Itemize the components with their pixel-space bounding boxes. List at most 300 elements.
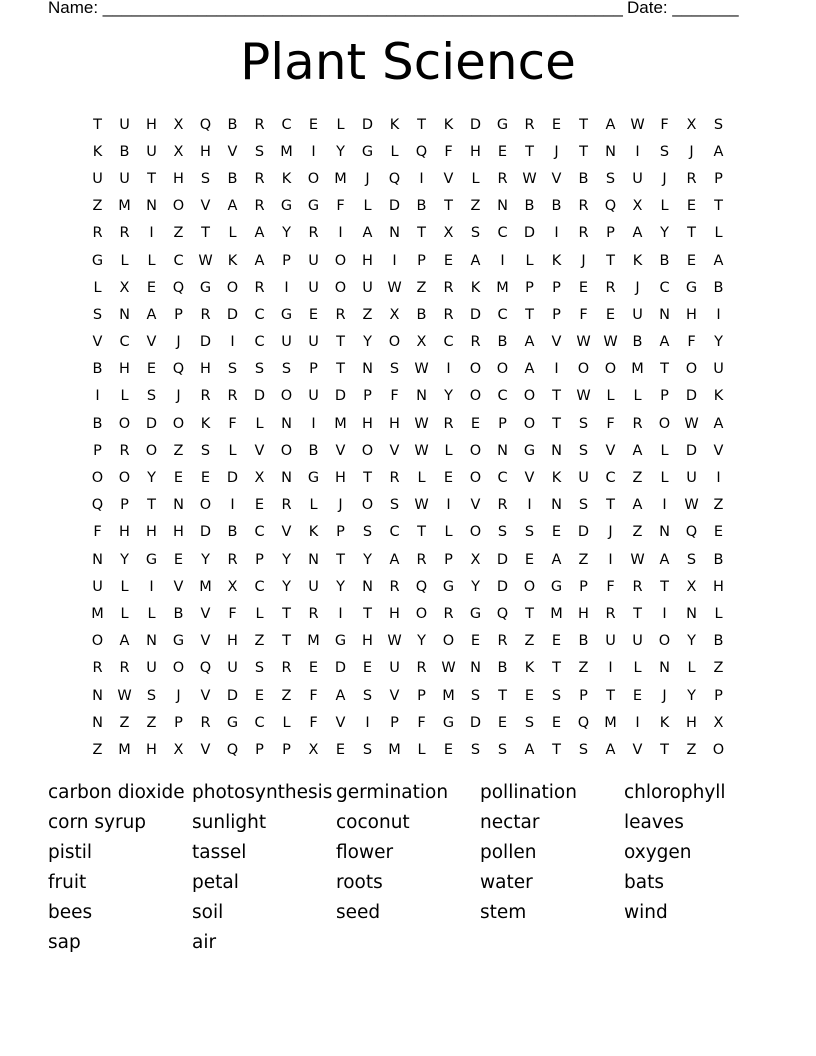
grid-letter: W bbox=[198, 252, 213, 269]
grid-letter: L bbox=[714, 225, 723, 242]
grid-letter: O bbox=[442, 633, 455, 650]
word-bank-item: air bbox=[192, 932, 217, 953]
grid-letter: S bbox=[551, 687, 562, 704]
grid-letter: C bbox=[254, 334, 265, 351]
grid-letter: O bbox=[172, 415, 185, 432]
grid-letter: O bbox=[118, 415, 131, 432]
grid-letter: J bbox=[608, 524, 613, 541]
grid-letter: D bbox=[226, 306, 239, 323]
grid-letter: A bbox=[227, 198, 238, 215]
grid-letter: Y bbox=[282, 551, 291, 568]
grid-letter: X bbox=[173, 741, 184, 758]
grid-letter: R bbox=[119, 660, 130, 677]
grid-letter: Z bbox=[173, 442, 184, 459]
grid-letter: W bbox=[117, 687, 132, 704]
grid-letter: S bbox=[578, 497, 589, 514]
grid-letter: P bbox=[120, 497, 129, 514]
grid-letter: X bbox=[389, 306, 400, 323]
grid-letter: D bbox=[334, 388, 347, 405]
grid-letter: V bbox=[281, 524, 292, 541]
grid-letter: R bbox=[92, 225, 103, 242]
grid-letter: G bbox=[280, 198, 293, 215]
grid-letter: T bbox=[552, 660, 561, 677]
word-bank-item: nectar bbox=[480, 812, 540, 833]
word-bank-item: pistil bbox=[48, 842, 93, 863]
grid-letter: N bbox=[497, 198, 508, 215]
grid-letter: Y bbox=[417, 633, 426, 650]
grid-letter: Z bbox=[632, 524, 643, 541]
grid-letter: Q bbox=[199, 116, 212, 133]
page-title: Plant Science bbox=[240, 33, 576, 91]
grid-letter: B bbox=[578, 633, 589, 650]
grid-letter: E bbox=[362, 660, 373, 677]
grid-letter: S bbox=[497, 741, 508, 758]
grid-letter: E bbox=[173, 551, 184, 568]
grid-letter: B bbox=[92, 361, 103, 378]
grid-letter: V bbox=[146, 334, 157, 351]
grid-letter: W bbox=[414, 442, 429, 459]
grid-letter: P bbox=[174, 714, 183, 731]
grid-letter: Y bbox=[336, 578, 345, 595]
grid-letter: P bbox=[336, 524, 345, 541]
grid-letter: N bbox=[362, 578, 373, 595]
grid-letter: C bbox=[254, 306, 265, 323]
grid-letter: P bbox=[93, 442, 102, 459]
grid-letter: D bbox=[685, 388, 698, 405]
grid-letter: T bbox=[714, 198, 723, 215]
grid-letter: Q bbox=[172, 279, 185, 296]
grid-letter: O bbox=[172, 198, 185, 215]
word-bank-item: leaves bbox=[624, 812, 684, 833]
grid-letter: O bbox=[361, 497, 374, 514]
grid-row bbox=[84, 628, 734, 655]
grid-letter: L bbox=[390, 143, 399, 160]
grid-letter: E bbox=[497, 143, 508, 160]
grid-letter: D bbox=[226, 687, 239, 704]
grid-letter: L bbox=[120, 605, 129, 622]
grid-letter: Y bbox=[363, 551, 372, 568]
word-bank-item: seed bbox=[336, 902, 381, 923]
grid-letter: S bbox=[524, 714, 535, 731]
grid-letter: B bbox=[308, 442, 319, 459]
grid-letter: T bbox=[201, 225, 210, 242]
grid-letter: V bbox=[443, 170, 454, 187]
grid-letter: G bbox=[334, 633, 347, 650]
grid-letter: E bbox=[551, 116, 562, 133]
word-bank-item: stem bbox=[480, 902, 527, 923]
grid-letter: O bbox=[118, 470, 131, 487]
grid-letter: C bbox=[659, 279, 670, 296]
word-bank-item: bees bbox=[48, 902, 93, 923]
grid-letter: N bbox=[173, 497, 184, 514]
grid-letter: Y bbox=[471, 578, 480, 595]
grid-letter: I bbox=[311, 143, 316, 160]
grid-row bbox=[84, 111, 734, 138]
grid-letter: L bbox=[471, 170, 480, 187]
grid-letter: P bbox=[552, 279, 561, 296]
grid-letter: E bbox=[146, 361, 157, 378]
word-bank-item: petal bbox=[192, 872, 239, 893]
grid-letter: K bbox=[470, 279, 481, 296]
grid-letter: G bbox=[307, 198, 320, 215]
grid-letter: E bbox=[605, 306, 616, 323]
grid-letter: O bbox=[469, 524, 482, 541]
grid-letter: E bbox=[524, 551, 535, 568]
grid-letter: M bbox=[118, 741, 131, 758]
grid-letter: O bbox=[307, 170, 320, 187]
grid-letter: U bbox=[308, 334, 319, 351]
grid-letter: E bbox=[254, 687, 265, 704]
grid-letter: U bbox=[632, 306, 643, 323]
grid-letter: U bbox=[632, 170, 643, 187]
grid-letter: H bbox=[470, 143, 481, 160]
grid-letter: E bbox=[443, 741, 454, 758]
grid-letter: C bbox=[254, 714, 265, 731]
grid-letter: R bbox=[497, 497, 508, 514]
grid-letter: N bbox=[281, 415, 292, 432]
grid-letter: E bbox=[524, 687, 535, 704]
grid-letter: M bbox=[118, 198, 131, 215]
grid-letter: X bbox=[173, 116, 184, 133]
grid-letter: P bbox=[579, 687, 588, 704]
grid-row bbox=[84, 546, 734, 573]
grid-letter: I bbox=[230, 497, 235, 514]
grid-letter: M bbox=[550, 605, 563, 622]
grid-letter: M bbox=[496, 279, 509, 296]
grid-letter: C bbox=[254, 578, 265, 595]
grid-letter: S bbox=[470, 687, 481, 704]
grid-letter: O bbox=[658, 633, 671, 650]
grid-letter: W bbox=[684, 415, 699, 432]
grid-letter: B bbox=[497, 660, 508, 677]
grid-letter: O bbox=[469, 442, 482, 459]
grid-letter: P bbox=[579, 578, 588, 595]
grid-letter: I bbox=[284, 279, 289, 296]
grid-letter: P bbox=[417, 687, 426, 704]
grid-row bbox=[84, 410, 734, 437]
word-bank-item: chlorophyll bbox=[624, 782, 726, 803]
grid-letter: R bbox=[443, 605, 454, 622]
grid-letter: O bbox=[469, 388, 482, 405]
grid-letter: Q bbox=[604, 198, 617, 215]
grid-letter: Q bbox=[415, 578, 428, 595]
word-bank-item: pollination bbox=[480, 782, 577, 803]
grid-letter: E bbox=[173, 470, 184, 487]
grid-letter: W bbox=[414, 497, 429, 514]
grid-letter: D bbox=[388, 198, 401, 215]
grid-letter: Q bbox=[91, 497, 104, 514]
grid-letter: N bbox=[389, 225, 400, 242]
grid-letter: N bbox=[92, 714, 103, 731]
grid-letter: C bbox=[497, 306, 508, 323]
grid-letter: K bbox=[92, 143, 103, 160]
grid-letter: F bbox=[606, 415, 615, 432]
grid-letter: H bbox=[173, 524, 184, 541]
grid-letter: Q bbox=[496, 605, 509, 622]
grid-letter: E bbox=[686, 252, 697, 269]
grid-letter: S bbox=[362, 524, 373, 541]
grid-letter: A bbox=[713, 143, 724, 160]
grid-letter: N bbox=[659, 660, 670, 677]
grid-letter: B bbox=[524, 198, 535, 215]
grid-letter: M bbox=[334, 170, 347, 187]
grid-letter: E bbox=[308, 660, 319, 677]
grid-letter: W bbox=[684, 497, 699, 514]
grid-letter: U bbox=[578, 470, 589, 487]
grid-letter: V bbox=[632, 741, 643, 758]
grid-letter: H bbox=[200, 143, 211, 160]
grid-letter: F bbox=[417, 714, 426, 731]
grid-letter: D bbox=[469, 116, 482, 133]
grid-letter: O bbox=[361, 442, 374, 459]
grid-letter: Z bbox=[416, 279, 427, 296]
grid-letter: B bbox=[497, 334, 508, 351]
grid-letter: N bbox=[281, 470, 292, 487]
grid-letter: G bbox=[226, 714, 239, 731]
grid-letter: I bbox=[527, 497, 532, 514]
grid-letter: J bbox=[176, 388, 181, 405]
grid-letter: F bbox=[687, 334, 696, 351]
grid-letter: G bbox=[172, 633, 185, 650]
grid-letter: R bbox=[632, 415, 643, 432]
grid-row bbox=[84, 383, 734, 410]
grid-letter: A bbox=[254, 225, 265, 242]
grid-letter: T bbox=[525, 306, 534, 323]
grid-letter: I bbox=[365, 714, 370, 731]
grid-letter: N bbox=[551, 497, 562, 514]
grid-letter: O bbox=[199, 497, 212, 514]
grid-letter: A bbox=[551, 551, 562, 568]
grid-letter: U bbox=[308, 388, 319, 405]
grid-letter: L bbox=[525, 252, 534, 269]
grid-letter: S bbox=[686, 551, 697, 568]
grid-letter: P bbox=[390, 714, 399, 731]
grid-letter: S bbox=[470, 225, 481, 242]
grid-letter: Z bbox=[254, 633, 265, 650]
grid-letter: I bbox=[446, 497, 451, 514]
grid-letter: S bbox=[254, 143, 265, 160]
grid-letter: Z bbox=[362, 306, 373, 323]
grid-letter: H bbox=[146, 524, 157, 541]
grid-letter: L bbox=[633, 660, 642, 677]
grid-letter: M bbox=[91, 605, 104, 622]
grid-letter: P bbox=[714, 687, 723, 704]
grid-letter: X bbox=[686, 578, 697, 595]
grid-letter: Q bbox=[577, 714, 590, 731]
grid-letter: W bbox=[387, 633, 402, 650]
grid-letter: W bbox=[414, 415, 429, 432]
grid-letter: J bbox=[338, 497, 343, 514]
grid-letter: H bbox=[389, 415, 400, 432]
grid-letter: O bbox=[523, 578, 536, 595]
grid-letter: W bbox=[522, 170, 537, 187]
grid-letter: B bbox=[227, 524, 238, 541]
grid-letter: T bbox=[282, 633, 291, 650]
grid-letter: U bbox=[686, 470, 697, 487]
grid-letter: U bbox=[146, 660, 157, 677]
grid-letter: I bbox=[149, 578, 154, 595]
word-bank-item: flower bbox=[336, 842, 394, 863]
grid-letter: N bbox=[119, 306, 130, 323]
grid-letter: S bbox=[578, 442, 589, 459]
grid-letter: R bbox=[281, 497, 292, 514]
grid-letter: D bbox=[469, 306, 482, 323]
word-bank-item: roots bbox=[336, 872, 383, 893]
grid-letter: L bbox=[363, 198, 372, 215]
grid-row bbox=[84, 464, 734, 491]
grid-letter: F bbox=[309, 687, 318, 704]
grid-letter: R bbox=[227, 388, 238, 405]
grid-letter: C bbox=[389, 524, 400, 541]
grid-letter: K bbox=[659, 714, 670, 731]
grid-letter: L bbox=[120, 388, 129, 405]
grid-letter: X bbox=[416, 334, 427, 351]
grid-letter: J bbox=[554, 143, 559, 160]
grid-row bbox=[84, 301, 734, 328]
grid-letter: B bbox=[92, 415, 103, 432]
grid-letter: O bbox=[172, 660, 185, 677]
grid-letter: B bbox=[659, 252, 670, 269]
grid-letter: I bbox=[95, 388, 100, 405]
grid-row bbox=[84, 437, 734, 464]
grid-letter: G bbox=[361, 143, 374, 160]
grid-letter: U bbox=[713, 361, 724, 378]
grid-letter: P bbox=[660, 388, 669, 405]
grid-letter: N bbox=[416, 388, 427, 405]
grid-letter: L bbox=[93, 279, 102, 296]
grid-letter: W bbox=[603, 334, 618, 351]
grid-letter: O bbox=[469, 361, 482, 378]
grid-letter: O bbox=[415, 605, 428, 622]
grid-letter: H bbox=[389, 605, 400, 622]
grid-letter: H bbox=[578, 605, 589, 622]
grid-letter: T bbox=[660, 361, 669, 378]
grid-letter: Z bbox=[578, 551, 589, 568]
grid-letter: H bbox=[362, 633, 373, 650]
grid-letter: E bbox=[308, 116, 319, 133]
grid-letter: V bbox=[713, 442, 724, 459]
grid-letter: P bbox=[255, 551, 264, 568]
word-bank-item: coconut bbox=[336, 812, 410, 833]
grid-letter: E bbox=[713, 524, 724, 541]
grid-letter: P bbox=[552, 306, 561, 323]
grid-row bbox=[84, 600, 734, 627]
grid-letter: J bbox=[176, 334, 181, 351]
grid-letter: G bbox=[199, 279, 212, 296]
grid-letter: B bbox=[416, 306, 427, 323]
grid-letter: A bbox=[659, 551, 670, 568]
grid-letter: Z bbox=[92, 198, 103, 215]
grid-letter: L bbox=[147, 252, 156, 269]
grid-letter: X bbox=[632, 198, 643, 215]
grid-letter: A bbox=[713, 252, 724, 269]
grid-letter: O bbox=[334, 252, 347, 269]
grid-letter: R bbox=[200, 306, 211, 323]
grid-letter: L bbox=[120, 578, 129, 595]
grid-letter: G bbox=[496, 116, 509, 133]
grid-letter: Z bbox=[713, 497, 724, 514]
grid-letter: F bbox=[390, 388, 399, 405]
grid-row bbox=[84, 709, 734, 736]
grid-letter: E bbox=[497, 714, 508, 731]
grid-letter: X bbox=[686, 116, 697, 133]
grid-letter: N bbox=[497, 442, 508, 459]
grid-letter: H bbox=[362, 415, 373, 432]
grid-letter: C bbox=[605, 470, 616, 487]
grid-letter: Y bbox=[201, 551, 210, 568]
grid-letter: T bbox=[606, 497, 615, 514]
grid-letter: T bbox=[417, 225, 426, 242]
grid-letter: O bbox=[523, 415, 536, 432]
grid-letter: I bbox=[716, 306, 721, 323]
grid-letter: L bbox=[714, 605, 723, 622]
grid-letter: F bbox=[336, 198, 345, 215]
grid-letter: K bbox=[281, 170, 292, 187]
grid-letter: R bbox=[254, 198, 265, 215]
grid-letter: I bbox=[635, 143, 640, 160]
grid-letter: R bbox=[470, 334, 481, 351]
grid-letter: T bbox=[498, 687, 507, 704]
grid-letter: M bbox=[307, 633, 320, 650]
grid-letter: A bbox=[119, 633, 130, 650]
grid-letter: K bbox=[200, 415, 211, 432]
grid-letter: L bbox=[147, 605, 156, 622]
grid-letter: D bbox=[226, 470, 239, 487]
grid-letter: T bbox=[660, 578, 669, 595]
grid-letter: T bbox=[687, 225, 696, 242]
grid-letter: D bbox=[334, 660, 347, 677]
grid-letter: G bbox=[442, 578, 455, 595]
grid-letter: L bbox=[687, 660, 696, 677]
grid-letter: A bbox=[605, 741, 616, 758]
grid-letter: H bbox=[200, 361, 211, 378]
grid-letter: U bbox=[281, 334, 292, 351]
grid-letter: H bbox=[146, 116, 157, 133]
grid-letter: N bbox=[551, 442, 562, 459]
grid-letter: P bbox=[174, 306, 183, 323]
grid-letter: Z bbox=[470, 198, 481, 215]
grid-letter: C bbox=[443, 334, 454, 351]
grid-row bbox=[84, 519, 734, 546]
grid-letter: R bbox=[686, 170, 697, 187]
grid-letter: C bbox=[254, 524, 265, 541]
grid-letter: T bbox=[579, 143, 588, 160]
grid-letter: M bbox=[442, 687, 455, 704]
grid-letter: U bbox=[119, 116, 130, 133]
grid-letter: A bbox=[659, 334, 670, 351]
grid-letter: L bbox=[417, 741, 426, 758]
grid-letter: P bbox=[525, 279, 534, 296]
grid-letter: C bbox=[281, 116, 292, 133]
grid-letter: Q bbox=[415, 143, 428, 160]
grid-letter: O bbox=[523, 388, 536, 405]
grid-letter: R bbox=[416, 551, 427, 568]
grid-letter: K bbox=[713, 388, 724, 405]
grid-letter: R bbox=[443, 415, 454, 432]
grid-letter: B bbox=[632, 334, 643, 351]
grid-letter: C bbox=[173, 252, 184, 269]
grid-letter: K bbox=[632, 252, 643, 269]
grid-letter: Q bbox=[388, 170, 401, 187]
grid-letter: A bbox=[335, 687, 346, 704]
word-bank-item: wind bbox=[624, 902, 668, 923]
grid-letter: A bbox=[713, 415, 724, 432]
grid-letter: K bbox=[551, 252, 562, 269]
grid-letter: B bbox=[227, 170, 238, 187]
grid-letter: N bbox=[308, 551, 319, 568]
grid-letter: T bbox=[336, 551, 345, 568]
grid-letter: I bbox=[635, 714, 640, 731]
